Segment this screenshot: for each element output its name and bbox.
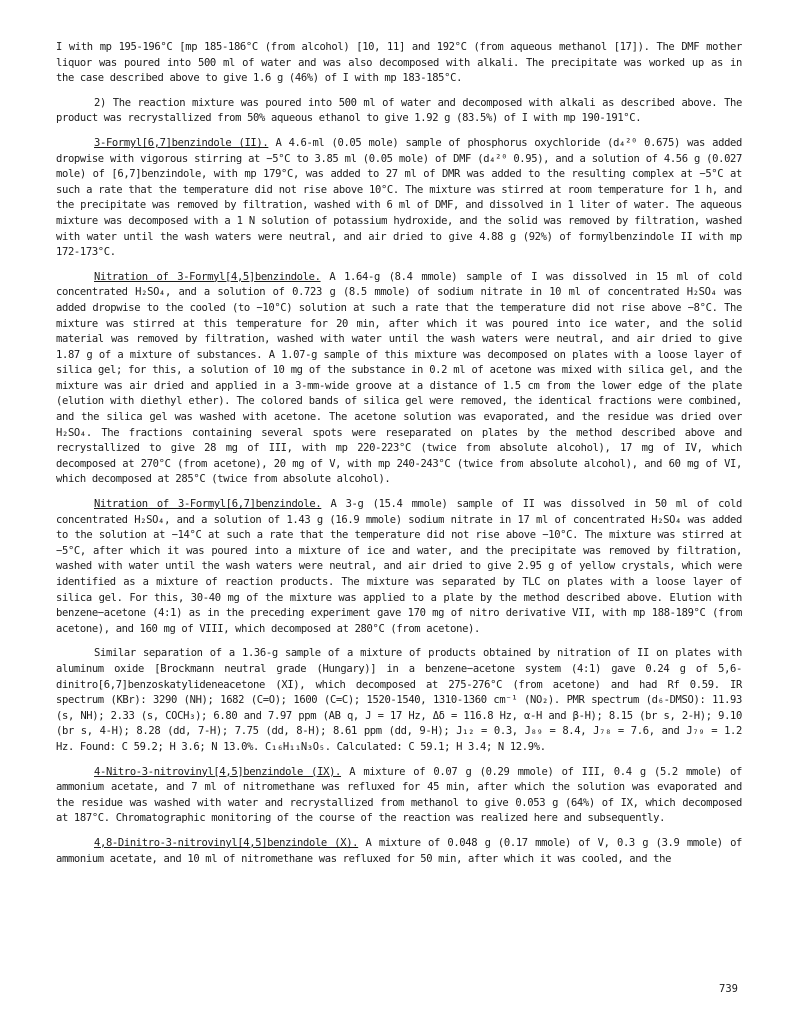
paragraph-5 — [56, 497, 742, 637]
paragraph-2 — [56, 96, 742, 127]
paragraph-8 — [56, 836, 742, 867]
paragraph-1 — [56, 40, 742, 87]
paragraph-heading: Nitration of 3-Formyl[6,7]benzindole. — [94, 498, 322, 511]
paragraph-text: 2) The reaction mixture was poured into 500 ml of water and decomposed with alkali as described above. The product was recrystallized from 50% aqueous ethanol to give 1.92 g (83.5%) of I with mp 190-191°C. — [56, 96, 742, 125]
paragraph-text: A 4.6-ml (0.05 mole) sample of phosphorus oxychloride (d₄²⁰ 0.675) was added dropwise with vigorous stirring at −5°C to 3.85 ml (0.05 mole) of DMF (d₄²⁰ 0.95), and a solution of 4.56 g (0.027 mole) of [6,7]benzindole, with mp 179°C, was added to 27 ml of DMR was added to the resulting complex at −5°C at such a rate that the temperature did not rise above 10°C. The mixture was stirred at room temperature for 1 h, and the precipitate was removed by filtration, washed with 6 ml of DMF, and dissolved in 1 liter of water. The aqueous mixture was decomposed with a 1 N solution of potassium hydroxide, and the solid was removed by filtration, washed with water until the wash waters were neutral, and air dried to give 4.88 g (92%) of formylbenzindole II with mp 172-173°C. — [56, 136, 742, 259]
paragraph-heading: 4-Nitro-3-nitrovinyl[4,5]benzindole (IX). — [94, 765, 342, 778]
paragraph-text: I with mp 195-196°C [mp 185-186°C (from alcohol) [10, 11] and 192°C (from aqueous methanol [17]). The DMF mother liquor was poured into 500 ml of water and was also decomposed with alkali. The precipitate was worked up as in the case described above to give 1.6 g (46%) of I with mp 183-185°C. — [56, 41, 742, 85]
paragraph-4 — [56, 270, 742, 488]
paragraph-text: A 1.64-g (8.4 mmole) sample of I was dissolved in 15 ml of cold concentrated H₂SO₄, and a solution of 0.723 g (8.5 mmole) of sodium nitrate in 10 ml of concentrated H₂SO₄ was added dropwise to the cooled (to −10°C) solution at such a rate that the temperature did not rise above −8°C. The mixture was stirred at this temperature for 20 min, after which it was poured into ice water, and the solid material was removed by filtration, washed with water until the wash waters were neutral, and air dried to give 1.87 g of a mixture of substances. A 1.07-g sample of this mixture was decomposed on plates with a loose layer of silica gel; for this, a solution of 10 mg of the substance in 0.2 ml of acetone was mixed with silica gel, and the mixture was air dried and applied in a 3-mm-wide groove at a distance of 1.5 cm from the lower edge of the plate (elution with diethyl ether). The colored bands of silica gel were removed, the identical fractions were combined, and the silica gel was washed with acetone. The acetone solution was evaporated, and the residue was dried over H₂SO₄. The fractions containing several spots were reseparated on plates by the method described above and recrystallized to give 28 mg of III, with mp 220-223°C (twice from absolute alcohol), 17 mg of IV, which decomposed at 270°C (from acetone), 20 mg of V, with mp 240-243°C (twice from absolute alcohol), and 60 mg of VI, which decomposed at 285°C (twice from absolute alcohol). — [56, 270, 742, 486]
paragraph-3 — [56, 136, 742, 261]
document-body — [56, 40, 742, 876]
paragraph-heading: Nitration of 3-Formyl[4,5]benzindole. — [94, 270, 321, 283]
paragraph-heading: 4,8-Dinitro-3-nitrovinyl[4,5]benzindole (X). — [94, 836, 359, 849]
paragraph-6 — [56, 646, 742, 755]
paragraph-text: A 3-g (15.4 mmole) sample of II was dissolved in 50 ml of cold concentrated H₂SO₄, and a solution of 1.43 g (16.9 mmole) sodium nitrate in 17 ml of concentrated H₂SO₄ was added to the solution at −14°C at such a rate that the temperature did not rise above −10°C. The mixture was stirred at −5°C, after which it was poured into a mixture of ice and water, and the precipitate was removed by filtration, washed with water until the wash waters were neutral, and air dried to give 2.95 g of yellow crystals, which were identified as a mixture of reaction products. The mixture was separated by TLC on plates with a loose layer of silica gel. For this, 30-40 mg of the mixture was applied to a plate by the method described above. Elution with benzene−acetone (4:1) as in the preceding experiment gave 170 mg of nitro derivative VII, with mp 188-189°C (from acetone), and 160 mg of VIII, which decomposed at 280°C (from acetone). — [56, 498, 742, 635]
paragraph-text: A mixture of 0.048 g (0.17 mmole) of V, 0.3 g (3.9 mmole) of ammonium acetate, and 10 ml of nitromethane was refluxed for 50 min, after which it was cooled, and the — [56, 836, 743, 865]
paragraph-text: Similar separation of a 1.36-g sample of a mixture of products obtained by nitration of II on plates with aluminum oxide [Brockmann neutral grade (Hungary)] in a benzene−acetone system (4:1) gave 0.24 g of 5,6-dinitro[6,7]benzoskatylideneacetone (XI), which decomposed at 275-276°C (from acetone) and had Rf 0.59. IR spectrum (KBr): 3290 (NH); 1682 (C=O); 1600 (C=C); 1520-1540, 1310-1360 cm⁻¹ (NO₂). PMR spectrum (d₆-DMSO): 11.93 (s, NH); 2.33 (s, COCH₃); 6.80 and 7.97 ppm (AB q, J = 17 Hz, Δδ = 116.8 Hz, α-H and β-H); 8.15 (br s, 2-H); 9.10 (br s, 4-H); 8.28 (dd, 7-H); 7.75 (dd, 8-H); 8.61 ppm (dd, 9-H); J₁₂ = 0.3, J₈₉ = 8.4, J₇₈ = 7.6, and J₇₉ = 1.2 Hz. Found: C 59.2; H 3.6; N 13.0%. C₁₆H₁₁N₃O₅. Calculated: C 59.1; H 3.4; N 12.9%. — [56, 647, 742, 753]
paragraph-text: A mixture of 0.07 g (0.29 mmole) of III, 0.4 g (5.2 mmole) of ammonium acetate, and 7 ml of nitromethane was refluxed for 45 min, after which the solution was evaporated and the residue was washed with water and recrystallized from methanol to give 0.053 g (64%) of IX, which decomposed at 187°C. Chromatographic monitoring of the course of the reaction was realized here and subsequently. — [56, 765, 742, 825]
paragraph-7 — [56, 765, 742, 827]
page-number: 739 — [719, 983, 738, 995]
paragraph-heading: 3-Formyl[6,7]benzindole (II). — [94, 136, 269, 149]
